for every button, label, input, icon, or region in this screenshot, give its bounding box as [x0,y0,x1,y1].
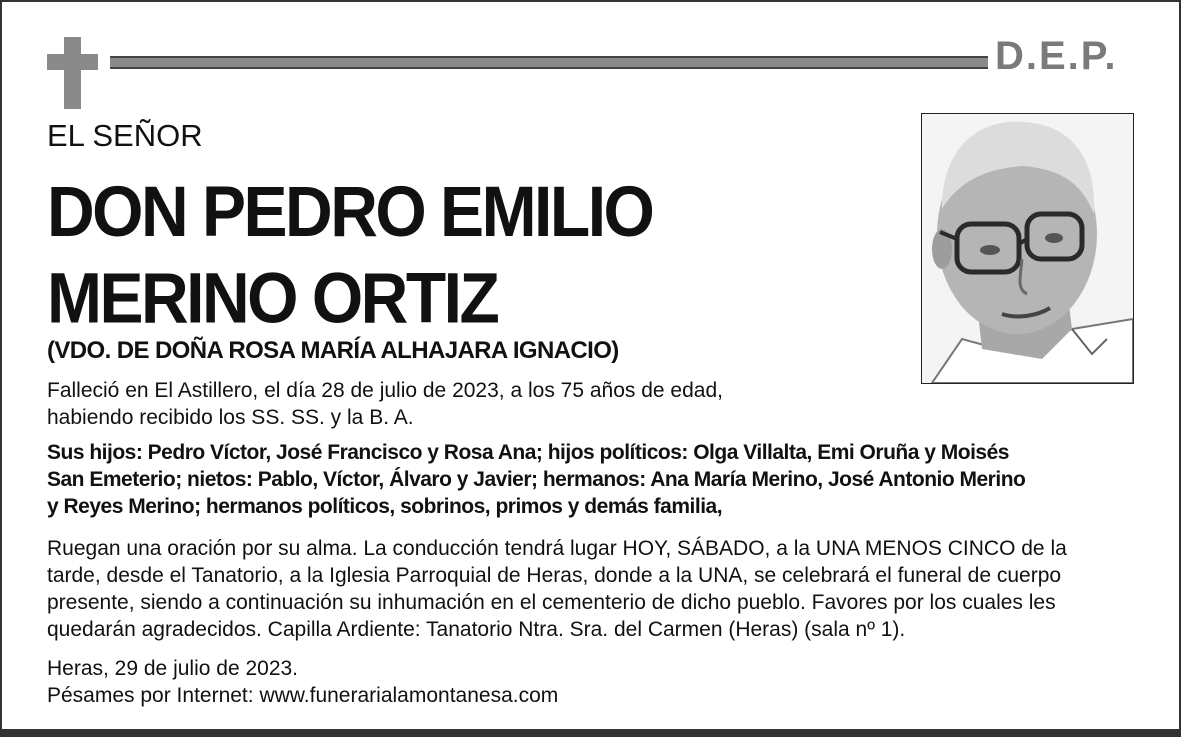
death-line: habiendo recibido los SS. SS. y la B. A. [47,406,414,429]
family-line: San Emeterio; nietos: Pablo, Víctor, Álvaro y Javier; hermanos: Ana María Merino, José Antonio Merino [47,468,1026,491]
service-line: presente, siendo a continuación su inhumación en el cementerio de dicho pueblo. Favores por los cuales les [47,591,1056,614]
death-line: Falleció en El Astillero, el día 28 de julio de 2023, a los 75 años de edad, [47,379,723,402]
service-details [47,535,1137,643]
name-line-1: DON PEDRO EMILIO [47,171,653,252]
place-date: Heras, 29 de julio de 2023. [47,657,299,680]
header-rule [110,56,988,69]
widower-line: (VDO. DE DOÑA ROSA MARÍA ALHAJARA IGNACIO) [47,337,619,364]
service-line: tarde, desde el Tanatorio, a la Iglesia Parroquial de Heras, donde a la UNA, se celebrará el funeral de cuerpo [47,564,1062,587]
portrait-photo [921,113,1134,384]
condolences-website: Pésames por Internet: www.funerarialamontanesa.com [47,684,559,707]
family-line: y Reyes Merino; hermanos políticos, sobrinos, primos y demás familia, [47,495,723,518]
service-line: quedarán agradecidos. Capilla Ardiente: Tanatorio Ntra. Sra. del Carmen (Heras) (sala nº 1). [47,618,906,641]
name-line-2: MERINO ORTIZ [47,257,498,338]
death-details [47,377,1137,431]
dep-label: D.E.P. [995,34,1118,78]
footer [47,655,1137,709]
deceased-name [47,168,652,341]
service-line: Ruegan una oración por su alma. La conducción tendrá lugar HOY, SÁBADO, a la UNA MENOS CINCO de la [47,537,1067,560]
honorific: EL SEÑOR [47,118,203,153]
family-list [47,439,1137,520]
family-line: Sus hijos: Pedro Víctor, José Francisco y Rosa Ana; hijos políticos: Olga Villalta, Emi Oruña y Moisés [47,441,1009,464]
